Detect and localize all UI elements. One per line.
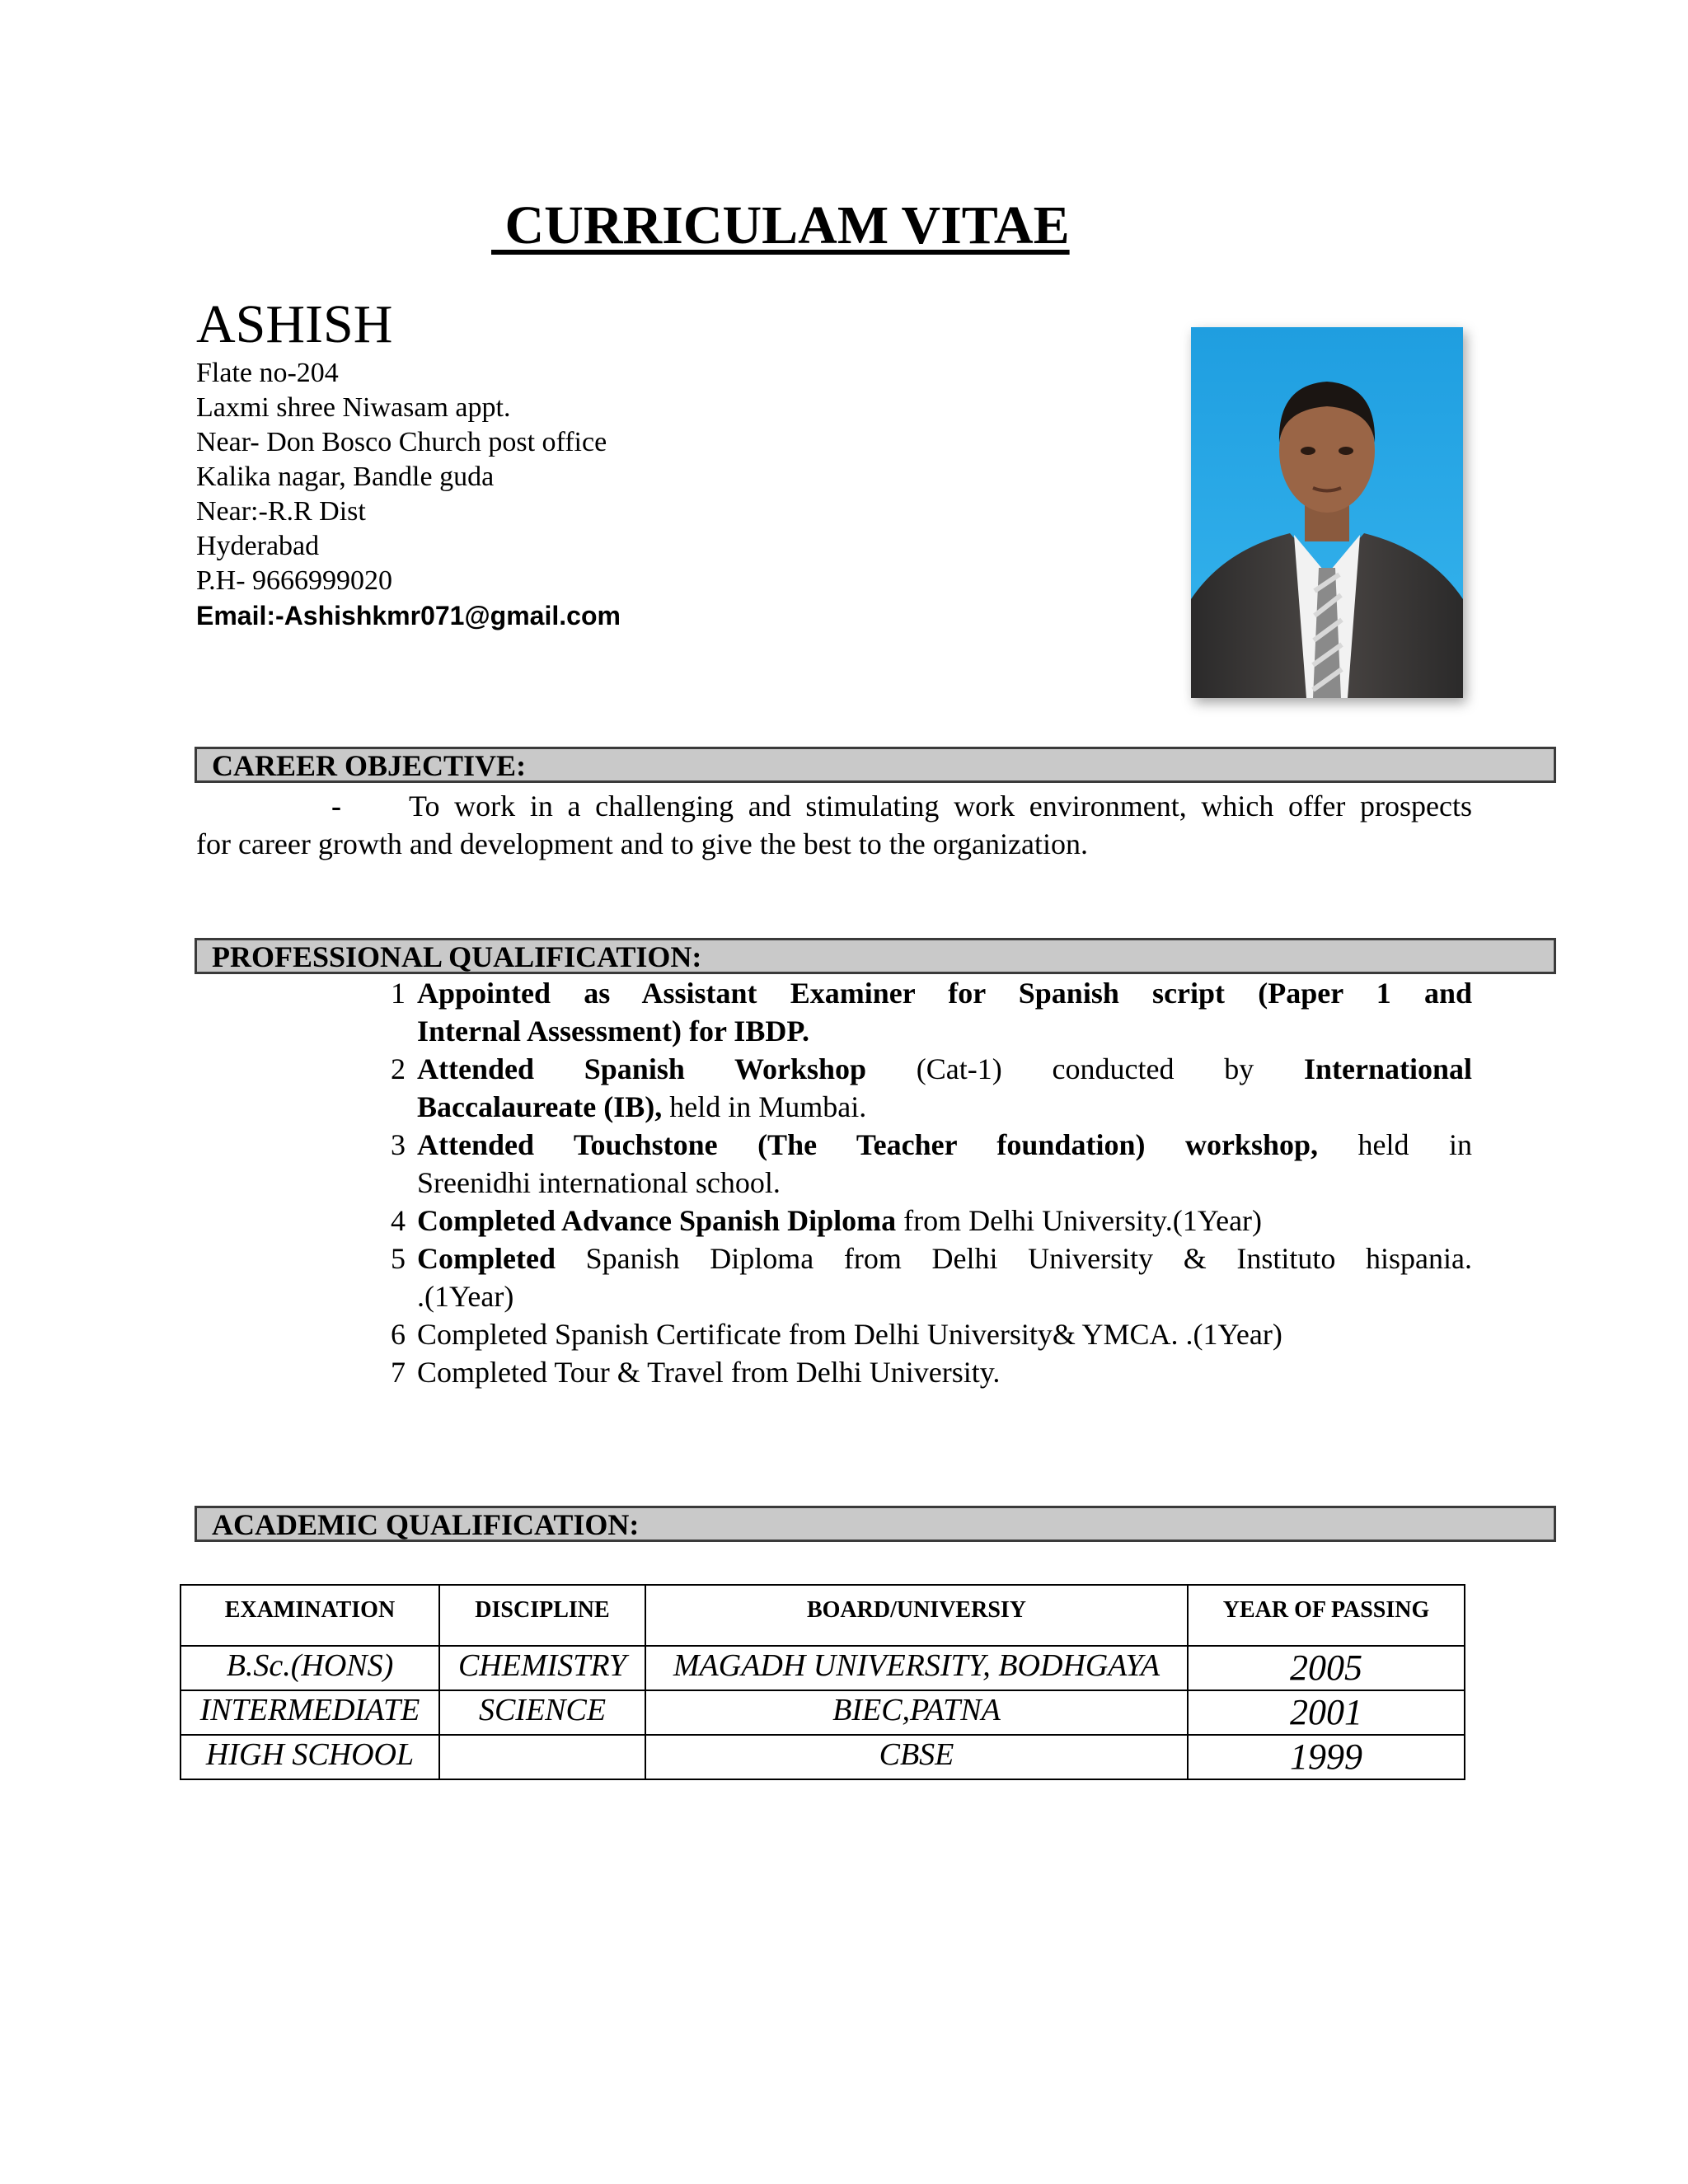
column-header: EXAMINATION [181,1585,439,1646]
address-line: Near- Don Bosco Church post office [196,427,607,457]
profile-photo [1191,327,1463,698]
cell-board: BIEC,PATNA [645,1690,1188,1735]
list-item: 5 Completed Spanish Diploma from Delhi University & Instituto hispania. .(1Year) [391,1242,1472,1313]
column-header: YEAR OF PASSING [1188,1585,1465,1646]
cell-discipline: SCIENCE [439,1690,645,1735]
phone-number: P.H- 9666999020 [196,565,393,596]
objective-line-1: To work in a challenging and stimulating work environment, which offer prospects [409,790,1472,823]
column-header: BOARD/UNIVERSIY [645,1585,1188,1646]
address-line: Flate no-204 [196,358,339,388]
list-item: 6 Completed Spanish Certificate from Delhi University& YMCA. .(1Year) [391,1318,1282,1351]
address-line: Laxmi shree Niwasam appt. [196,392,511,423]
column-header: DISCIPLINE [439,1585,645,1646]
cell-examination: B.Sc.(HONS) [181,1646,439,1690]
email-address: Email:-Ashishkmr071@gmail.com [196,601,621,630]
academic-table [180,1584,1465,1780]
cell-discipline [439,1735,645,1779]
list-item: 7 Completed Tour & Travel from Delhi University. [391,1356,1001,1389]
cell-year: 1999 [1188,1735,1465,1779]
section-header-academic-qualification: ACADEMIC QUALIFICATION: [195,1506,1556,1542]
list-item: 1 Appointed as Assistant Examiner for Spanish script (Paper 1 and Internal Assessment) for IBDP. [391,977,1472,1047]
section-header-career-objective: CAREER OBJECTIVE: [195,747,1556,783]
objective-line-2: for career growth and development and to give the best to the organization. [196,827,1088,860]
table-row [181,1690,1465,1735]
cell-examination: INTERMEDIATE [181,1690,439,1735]
cell-board: MAGADH UNIVERSITY, BODHGAYA [645,1646,1188,1690]
address-block [196,356,621,633]
table-row [181,1646,1465,1690]
list-item: 4 Completed Advance Spanish Diploma from Delhi University.(1Year) [391,1204,1263,1237]
cell-year: 2001 [1188,1690,1465,1735]
cell-discipline: CHEMISTRY [439,1646,645,1690]
cell-year: 2005 [1188,1646,1465,1690]
candidate-name: ASHISH [196,294,393,354]
objective-bullet: - [331,790,341,823]
document-title: CURRICULAM VITAE [491,195,1070,255]
cell-board: CBSE [645,1735,1188,1779]
list-item: 2 Attended Spanish Workshop (Cat-1) conducted by International Baccalaureate (IB), held in Mumbai. [391,1052,1472,1123]
address-line: Kalika nagar, Bandle guda [196,462,495,492]
section-header-professional-qualification: PROFESSIONAL QUALIFICATION: [195,938,1556,974]
table-row [181,1735,1465,1779]
list-item: 3 Attended Touchstone (The Teacher foundation) workshop, held in Sreenidhi international school. [391,1128,1472,1199]
address-line: Near:-R.R Dist [196,496,366,527]
table-header-row [181,1585,1465,1646]
professional-qualification-list [391,974,1472,1391]
cell-examination: HIGH SCHOOL [181,1735,439,1779]
address-line: Hyderabad [196,531,320,561]
